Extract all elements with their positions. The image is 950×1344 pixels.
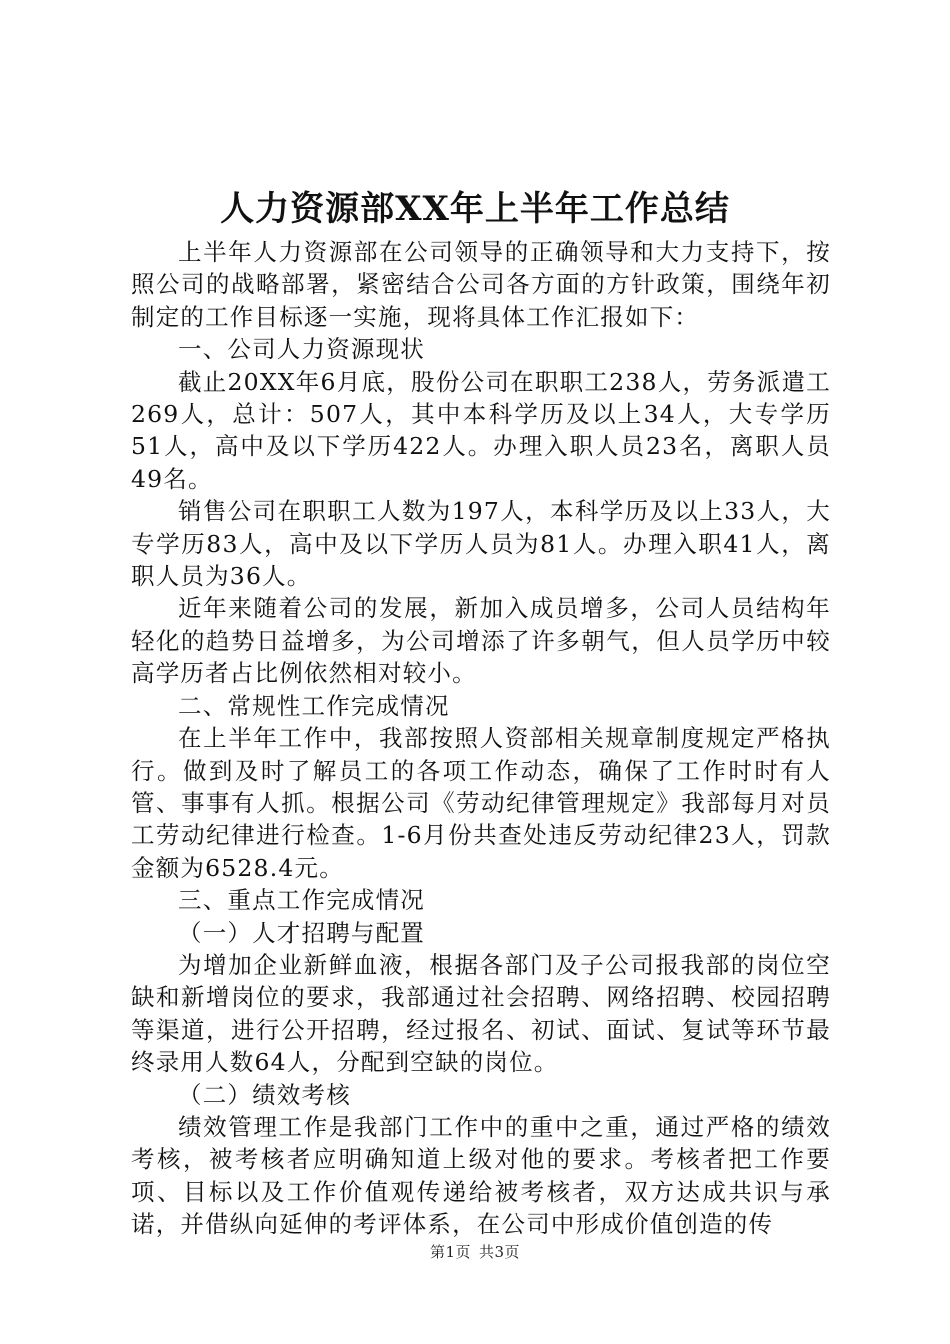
section-heading: 一、公司人力资源现状 bbox=[178, 335, 425, 364]
paragraph: 绩效管理工作是我部门工作中的重中之重，通过严格的绩效考核，被考核者应明确知道上级对他的要求。考核者把工作要项、目标以及工作价值观传递给被考核者，双方达成共识与承诺，并借纵向延伸的考评体系，在公司中形成价值创造的传 bbox=[131, 1112, 831, 1239]
subsection-heading: （一）人才招聘与配置 bbox=[178, 918, 425, 947]
document-title: 人力资源部XX年上半年工作总结 bbox=[220, 189, 730, 229]
document-body bbox=[131, 236, 831, 1241]
paragraph: 近年来随着公司的发展，新加入成员增多，公司人员结构年轻化的趋势日益增多，为公司增添了许多朝气，但人员学历中较高学历者占比例依然相对较小。 bbox=[131, 594, 831, 688]
paragraph: 在上半年工作中，我部按照人资部相关规章制度规定严格执行。做到及时了解员工的各项工作动态，确保了工作时时有人管、事事有人抓。根据公司《劳动纪律管理规定》我部每月对员工劳动纪律进行检查。1-6月份共查处违反劳动纪律23人，罚款金额为6528.4元。 bbox=[131, 724, 831, 882]
section-heading: 二、常规性工作完成情况 bbox=[178, 691, 450, 720]
page-footer bbox=[0, 1242, 950, 1262]
page-count: 共3页 bbox=[479, 1243, 521, 1261]
page-number: 第1页 bbox=[429, 1243, 471, 1261]
paragraph: 上半年人力资源部在公司领导的正确领导和大力支持下，按照公司的战略部署，紧密结合公司各方面的方针政策，围绕年初制定的工作目标逐一实施，现将具体工作汇报如下： bbox=[131, 238, 831, 331]
section-heading: 三、重点工作完成情况 bbox=[178, 886, 425, 915]
subsection-heading: （二）绩效考核 bbox=[178, 1080, 351, 1109]
paragraph: 为增加企业新鲜血液，根据各部门及子公司报我部的岗位空缺和新增岗位的要求，我部通过社会招聘、网络招聘、校园招聘等渠道，进行公开招聘，经过报名、初试、面试、复试等环节最终录用人数64人，分配到空缺的岗位。 bbox=[131, 950, 831, 1077]
paragraph: 截止20XX年6月底，股份公司在职职工238人，劳务派遣工269人，总计：507人，其中本科学历及以上34人，大专学历51人，高中及以下学历422人。办理入职人员23名，离职人员49名。 bbox=[131, 367, 831, 493]
paragraph: 销售公司在职职工人数为197人，本科学历及以上33人，大专学历83人，高中及以下学历人员为81人。办理入职41人，离职人员为36人。 bbox=[131, 497, 831, 591]
